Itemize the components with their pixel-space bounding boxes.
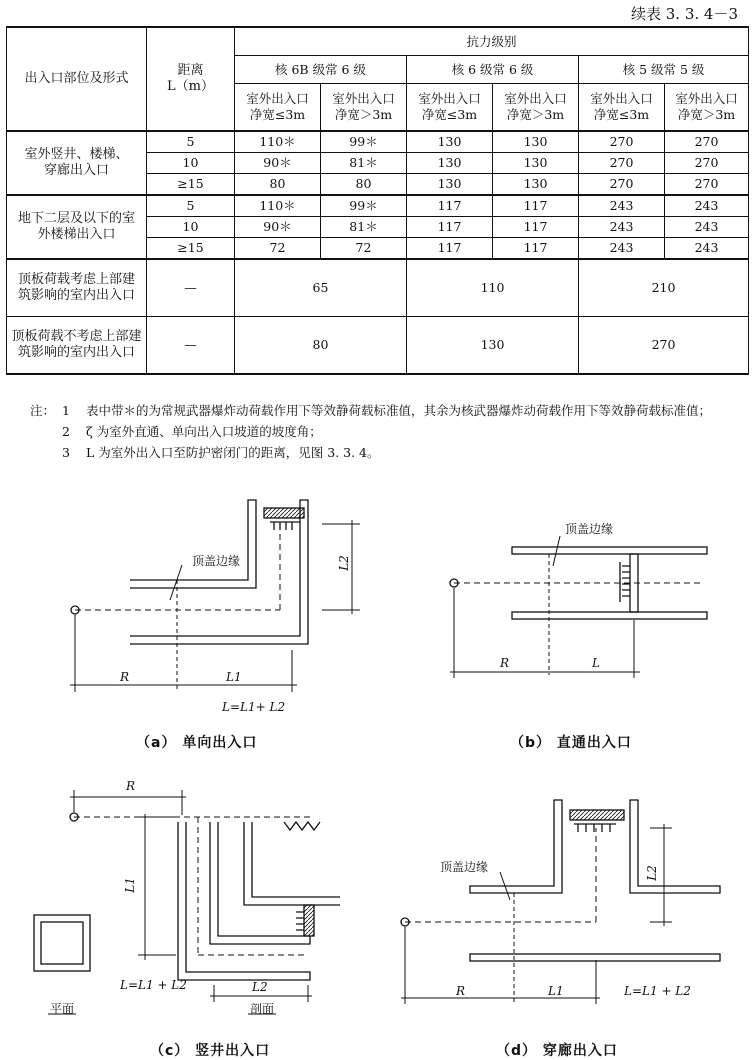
table-cell: 110＊ (235, 195, 321, 217)
table-cell: 72 (321, 238, 407, 260)
table-row (7, 259, 749, 317)
table-cell: 81＊ (321, 217, 407, 238)
c-formula: L=L1 + L2 (120, 978, 187, 992)
table-cell: 130 (407, 317, 579, 375)
c-plan-label: 平面 (50, 1002, 75, 1016)
table-cell: 5 (147, 131, 235, 153)
row-label-0: 室外竖井、楼梯、 穿廊出入口 (7, 131, 147, 195)
table-notes (30, 400, 750, 463)
table-cell: 117 (493, 195, 579, 217)
table-cell: 243 (665, 238, 749, 260)
table-cell: 243 (665, 217, 749, 238)
table-row (7, 131, 749, 153)
table-cell: 270 (579, 174, 665, 196)
table-cell: 130 (493, 174, 579, 196)
header-width-0-0: 室外出入口 净宽≤3m (235, 84, 321, 132)
a-R-label: R (120, 670, 130, 684)
c-section-label: 剖面 (250, 1002, 275, 1016)
table-cell: 72 (235, 238, 321, 260)
table-cell: 130 (407, 153, 493, 174)
table-cell: 99＊ (321, 131, 407, 153)
d-L2-label: L2 (644, 865, 659, 881)
table-row (7, 195, 749, 217)
diagram-a (70, 500, 360, 692)
table-cell: 130 (493, 153, 579, 174)
c-R-label: R (126, 779, 136, 793)
table-cell: 270 (665, 131, 749, 153)
table-cell: 80 (235, 317, 407, 375)
table-cell: 270 (579, 317, 749, 375)
table-cell: 117 (407, 238, 493, 260)
table-cell: 130 (407, 131, 493, 153)
d-edge-label: 顶盖边缘 (440, 860, 489, 874)
a-L2-label: L2 (336, 555, 351, 571)
caption-a: （a） 单向出入口 (136, 735, 258, 751)
a-edge-label: 顶盖边缘 (192, 554, 241, 568)
table-cell: 110＊ (235, 131, 321, 153)
a-L1-label: L1 (226, 670, 242, 684)
header-width-2-1: 室外出入口 净宽＞3m (665, 84, 749, 132)
a-formula: L=L1+ L2 (222, 700, 286, 714)
table-cell: 110 (407, 259, 579, 317)
header-width-1-1: 室外出入口 净宽＞3m (493, 84, 579, 132)
c-L2-label: L2 (252, 980, 268, 994)
d-L1-label: L1 (548, 984, 564, 998)
header-width-2-0: 室外出入口 净宽≤3m (579, 84, 665, 132)
table-cell: 117 (493, 238, 579, 260)
table-cell: 270 (579, 153, 665, 174)
table-cell: 130 (407, 174, 493, 196)
table-cell: 80 (235, 174, 321, 196)
entrance-diagrams (0, 480, 754, 1060)
header-distance: 距离 L（m） (147, 27, 235, 131)
note-item: 3 L 为室外出入口至防护密闭门的距离，见图 3. 3. 4。 (62, 445, 380, 460)
c-L1-label: L1 (122, 877, 137, 893)
table-cell: 5 (147, 195, 235, 217)
header-position: 出入口部位及形式 (7, 27, 147, 131)
diagram-d (401, 800, 720, 1004)
table-cell: 65 (235, 259, 407, 317)
caption-b: （b） 直通出入口 (510, 735, 632, 751)
table-cell: ≥15 (147, 238, 235, 260)
table-cell: — (147, 317, 235, 375)
d-formula: L=L1 + L2 (624, 984, 691, 998)
table-cell: 81＊ (321, 153, 407, 174)
header-resistance-level: 抗力级别 (235, 27, 749, 56)
caption-d: （d） 穿廊出入口 (496, 1043, 618, 1059)
header-width-1-0: 室外出入口 净宽≤3m (407, 84, 493, 132)
table-cell: ≥15 (147, 174, 235, 196)
table-cell: 10 (147, 153, 235, 174)
table-cell: — (147, 259, 235, 317)
table-cell: 243 (579, 238, 665, 260)
table-cell: 117 (493, 217, 579, 238)
table-cell: 270 (579, 131, 665, 153)
table-cell: 10 (147, 217, 235, 238)
table-cell: 130 (493, 131, 579, 153)
table-cell: 117 (407, 217, 493, 238)
table-cell: 243 (665, 195, 749, 217)
table-cell: 80 (321, 174, 407, 196)
table-cell: 270 (665, 153, 749, 174)
table-cell: 243 (579, 195, 665, 217)
table-cell: 99＊ (321, 195, 407, 217)
table-cell: 117 (407, 195, 493, 217)
header-width-0-1: 室外出入口 净宽＞3m (321, 84, 407, 132)
caption-c: （c） 竖井出入口 (150, 1043, 271, 1059)
b-edge-label: 顶盖边缘 (565, 522, 614, 536)
row-label-1: 地下二层及以下的室 外楼梯出入口 (7, 195, 147, 259)
merged-row-label-0: 顶板荷载考虑上部建 筑影响的室内出入口 (7, 259, 147, 317)
b-R-label: R (500, 656, 510, 670)
table-cell: 270 (665, 174, 749, 196)
b-L-label: L (592, 656, 600, 670)
table-row (7, 317, 749, 375)
load-table (6, 26, 749, 375)
continued-table-label: 续表 3. 3. 4－3 (630, 5, 738, 23)
header-level-1: 核 6 级常 6 级 (407, 56, 579, 84)
diagram-c (34, 790, 340, 1014)
header-level-2: 核 5 级常 5 级 (579, 56, 749, 84)
note-item: 注： 1 表中带＊的为常规武器爆炸动荷载作用下等效静荷载标准值，其余为核武器爆炸动荷载作用下等效静荷载标准值； (30, 403, 712, 418)
table-cell: 210 (579, 259, 749, 317)
header-level-0: 核 6B 级常 6 级 (235, 56, 407, 84)
diagram-b (450, 536, 707, 678)
table-cell: 243 (579, 217, 665, 238)
note-item: 2 ζ 为室外直通、单向出入口坡道的坡度角； (62, 424, 322, 439)
d-R-label: R (456, 984, 466, 998)
table-cell: 90＊ (235, 153, 321, 174)
merged-row-label-1: 顶板荷载不考虑上部建 筑影响的室内出入口 (7, 317, 147, 375)
table-cell: 90＊ (235, 217, 321, 238)
